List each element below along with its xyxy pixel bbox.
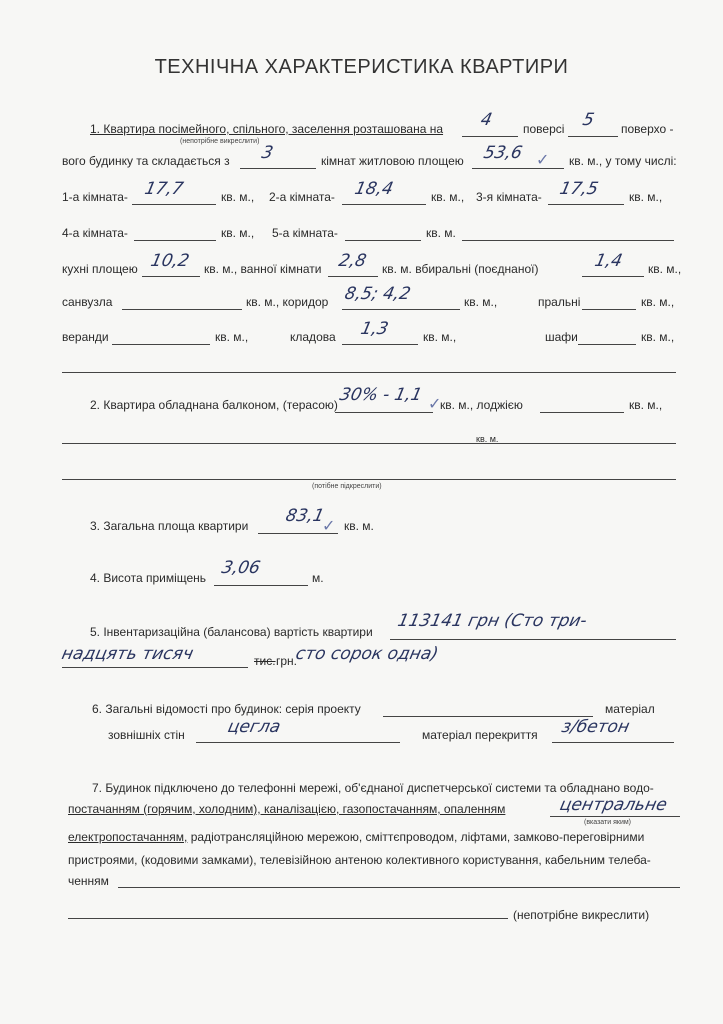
storage-value: 1,3	[358, 319, 391, 339]
room2-value: 18,4	[352, 179, 395, 199]
s3-unit: кв. м.	[344, 519, 374, 533]
s1-line2-text: вого будинку та складається з	[62, 154, 230, 168]
floors-total-value: 5	[580, 110, 596, 130]
wc-value: 1,4	[592, 251, 625, 271]
room1-value: 17,7	[142, 179, 185, 199]
corridor-kvm: кв. м.,	[464, 295, 498, 309]
s2-line-b	[62, 479, 676, 480]
checkmark-icon: ✓	[536, 150, 550, 169]
verandy-kvm: кв. м.,	[215, 330, 249, 344]
s6-material: матеріал	[605, 702, 655, 716]
floors-material-label: матеріал перекриття	[422, 728, 538, 742]
storage-label: кладова	[290, 330, 336, 344]
balcony-line	[335, 412, 433, 413]
kvm-tomu-label: кв. м., у тому числі:	[569, 154, 677, 168]
s2-note: (потібне підкреслити)	[312, 483, 382, 490]
cost-line2	[62, 667, 248, 668]
walls-value: цегла	[225, 717, 283, 737]
rooms-line	[240, 168, 316, 169]
kitchen-label: кухні площею	[62, 262, 138, 276]
pralni-kvm: кв. м.,	[641, 295, 675, 309]
shafy-line	[578, 344, 636, 345]
document-title: ТЕХНІЧНА ХАРАКТЕРИСТИКА КВАРТИРИ	[154, 56, 569, 78]
series-line	[383, 716, 593, 717]
room1-label: 1-а кімната-	[62, 190, 128, 204]
pralni-label: пральні	[538, 295, 581, 309]
s7-final-line	[68, 918, 508, 919]
height-line	[214, 585, 308, 586]
checkmark-icon: ✓	[428, 394, 442, 413]
floors-material-line	[552, 742, 674, 743]
s1-note: (непотрібне викреслити)	[180, 138, 260, 145]
s4-label: 4. Висота приміщень	[90, 571, 207, 585]
cost-value-line1: 113141 грн (Сто три-	[395, 611, 589, 631]
wc-line	[582, 276, 644, 277]
s5-unit: грн.	[276, 654, 298, 668]
poverkho-label: поверхо -	[621, 122, 674, 136]
s7-line5-fill	[118, 887, 680, 888]
lodzhia-label: кв. м., лоджією	[440, 398, 523, 412]
room1-kvm: кв. м.,	[221, 190, 255, 204]
s6-label: 6. Загальні відомості про будинок: серія проекту	[92, 702, 361, 716]
wc-label: кв. м. вбиральні (поєднаної)	[382, 262, 539, 276]
shafy-label: шафи	[545, 330, 578, 344]
room3-value: 17,5	[557, 179, 600, 199]
total-area-value: 83,1	[283, 506, 326, 526]
living-area-value: 53,6	[481, 143, 524, 163]
cost-value-line2b: сто сорок одна)	[293, 644, 441, 664]
heating-value: центральне	[557, 795, 669, 815]
room2-label: 2-а кімната-	[269, 190, 335, 204]
sanvuzol-line	[122, 309, 242, 310]
rooms-value: 3	[259, 143, 275, 163]
kitchen-value: 10,2	[148, 251, 191, 271]
pralni-line	[582, 309, 636, 310]
room4-kvm: кв. м.,	[221, 226, 255, 240]
s7-line1: 7. Будинок підключено до телефонні мережі, об'єднаної диспетчерської системи та обладнано водо-	[92, 781, 654, 795]
room5-label: 5-а кімната-	[272, 226, 338, 240]
corridor-value: 8,5; 4,2	[342, 284, 413, 304]
floors-material-value: з/бетон	[559, 717, 632, 737]
lodzhia-line	[540, 412, 624, 413]
bath-value: 2,8	[336, 251, 369, 271]
heating-line	[550, 816, 680, 817]
s7-line3: електропостачанням, радіотрансляційною мережою, сміттєпроводом, ліфтами, замково-переговірними	[68, 830, 645, 844]
poverse-label: поверсі	[523, 122, 565, 136]
bath-label: кв. м., ванної кімнати	[204, 262, 322, 276]
floors-total-line	[568, 136, 618, 137]
room2-line	[342, 204, 426, 205]
s3-label: 3. Загальна площа квартири	[90, 519, 249, 533]
s7-line5: ченням	[68, 874, 109, 888]
s7-line4: пристроями, (кодовими замками), телевізійною антеною колективного користування, кабельним телеба-	[68, 853, 651, 867]
living-area-line	[472, 168, 564, 169]
storage-kvm: кв. м.,	[423, 330, 457, 344]
room2-kvm: кв. м.,	[431, 190, 465, 204]
verandy-line	[112, 344, 210, 345]
floor-line	[462, 136, 518, 137]
kitchen-line	[142, 276, 200, 277]
room1-line	[132, 204, 216, 205]
walls-line	[196, 742, 400, 743]
floor-value: 4	[478, 110, 494, 130]
wc-kvm: кв. м.,	[648, 262, 682, 276]
room4-label: 4-а кімната-	[62, 226, 128, 240]
lodzhia-kvm: кв. м.,	[629, 398, 663, 412]
s7-note-end: (непотрібне викреслити)	[513, 908, 650, 922]
cost-value-line2: надцять тисяч	[59, 644, 196, 664]
room5-line	[345, 240, 421, 241]
room4-line	[134, 240, 216, 241]
heating-note: (вказати яким)	[584, 819, 631, 826]
s2-text: 2. Квартира обладнана балконом, (терасою)	[90, 398, 338, 412]
shafy-kvm: кв. м.,	[641, 330, 675, 344]
s1-line1-text: 1. Квартира посімейного, спільного, заселення розташована на	[90, 122, 444, 136]
s1-blank-line	[62, 372, 676, 373]
room3-line	[548, 204, 624, 205]
storage-line	[342, 344, 418, 345]
kimnat-label: кімнат житловою площею	[321, 154, 464, 168]
room5-kvm: кв. м.	[426, 226, 456, 240]
s5-struck-unit: тис.	[254, 654, 276, 668]
corridor-line	[342, 309, 460, 310]
cost-line	[390, 639, 676, 640]
height-value: 3,06	[219, 558, 262, 578]
s7-line2: постачанням (горячим, холодним), каналізацією, газопостачанням, опаленням	[68, 802, 506, 816]
room3-kvm: кв. м.,	[629, 190, 663, 204]
verandy-label: веранди	[62, 330, 109, 344]
sanvuzol-label: санвузла	[62, 295, 113, 309]
balcony-value: 30% - 1,1	[337, 385, 424, 405]
s2-line-a	[62, 443, 676, 444]
s4-unit: м.	[312, 571, 324, 585]
bath-line	[328, 276, 378, 277]
walls-label: зовнішніх стін	[108, 728, 185, 742]
room5-extra-line	[462, 240, 674, 241]
s2-kvm-mid: кв. м.	[476, 434, 499, 444]
corridor-label: кв. м., коридор	[246, 295, 329, 309]
checkmark-icon: ✓	[322, 516, 336, 535]
room3-label: 3-я кімната-	[476, 190, 542, 204]
s5-label: 5. Інвентаризаційна (балансова) вартість квартири	[90, 625, 373, 639]
